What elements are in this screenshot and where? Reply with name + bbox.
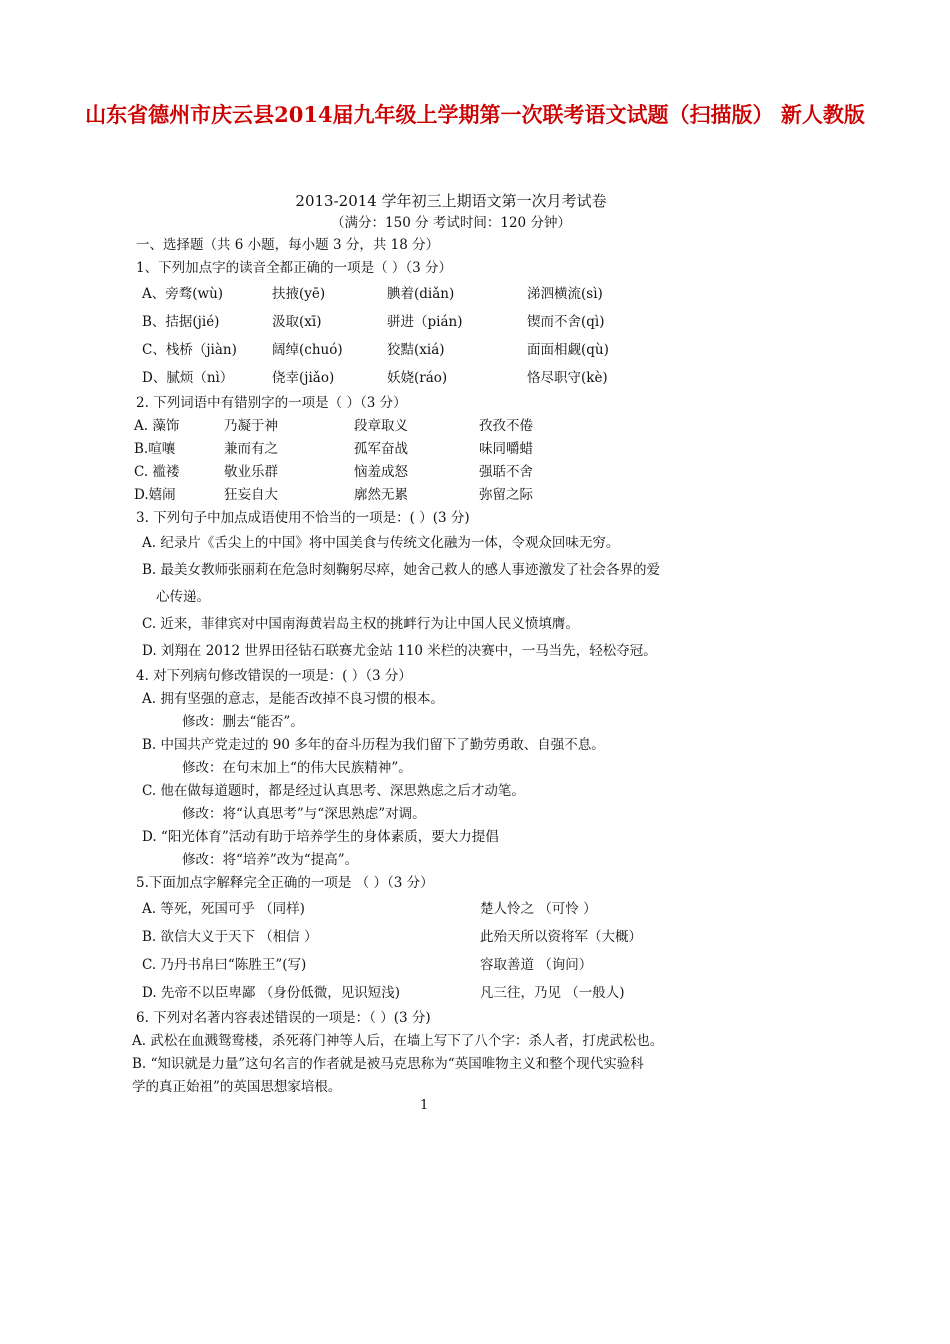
option-row [142, 951, 746, 979]
option-cell: 扶掖(yē) [272, 286, 326, 302]
option-cell: 此殆天所以资将军（大概） [480, 929, 642, 945]
question-2-stem: 2. 下列词语中有错别字的一项是（ ）（3 分） [136, 395, 407, 411]
option-row [134, 438, 746, 461]
option-row [134, 461, 746, 484]
option-cell: 味同嚼蜡 [479, 441, 533, 457]
question-6-stem: 6. 下列对名著内容表述错误的一项是：（ ）(3 分) [136, 1010, 431, 1026]
question-3-option-d: D. 刘翔在 2012 世界田径钻石联赛尤金站 110 米栏的决赛中，一马当先，轻松夺冠。 [142, 643, 657, 659]
option-cell: A. 等死，死国可乎 （同样) [142, 901, 305, 917]
question-6-option-b: B. “知识就是力量”这句名言的作者就是被马克思称为“英国唯物主义和整个现代实验科 [132, 1056, 644, 1072]
option-cell: 弥留之际 [479, 487, 533, 503]
option-cell: D、腻烦（nì） [142, 370, 234, 386]
option-cell: C. 褴褛 [134, 464, 180, 480]
option-cell: A. 藻饰 [134, 418, 180, 434]
option-cell: 阔绰(chuó) [272, 342, 343, 358]
option-cell: 狡黠(xiá) [387, 342, 445, 358]
option-cell: 腆着(diǎn) [387, 286, 455, 302]
option-cell: 涕泗横流(sì) [527, 286, 603, 302]
option-row [142, 364, 746, 392]
option-cell: 楚人怜之 （可怜 ） [480, 901, 597, 917]
question-4-option-a: A. 拥有坚强的意志，是能否改掉不良习惯的根本。 [142, 691, 444, 707]
exam-subtitle: （满分：150 分 考试时间：120 分钟） [331, 215, 571, 231]
option-cell: A、旁骛(wù) [142, 286, 224, 302]
question-4-option-b: B. 中国共产党走过的 90 多年的奋斗历程为我们留下了勤劳勇敢、自强不息。 [142, 737, 605, 753]
option-cell: 骈进（pián) [387, 314, 463, 330]
option-cell: 兼而有之 [224, 441, 278, 457]
option-cell: D. 先帝不以臣卑鄙 （身份低微，见识短浅) [142, 985, 400, 1001]
option-cell: 恼羞成怒 [354, 464, 408, 480]
option-cell: 锲而不舍(qì) [527, 314, 605, 330]
option-cell: B. 欲信大义于天下 （相信 ） [142, 929, 318, 945]
question-4-stem: 4. 对下列病句修改错误的一项是：( ）（3 分） [136, 668, 412, 684]
question-4-fix-c: 修改：将“认真思考”与“深思熟虑”对调。 [182, 806, 426, 822]
question-3-option-c: C. 近来，菲律宾对中国南海黄岩岛主权的挑衅行为让中国人民义愤填膺。 [142, 616, 579, 632]
option-cell: 恪尽职守(kè) [527, 370, 608, 386]
page-number: 1 [420, 1098, 429, 1113]
question-2-options [126, 415, 746, 507]
document-title: 山东省德州市庆云县2014届九年级上学期第一次联考语文试题（扫描版） 新人教版 [85, 102, 865, 127]
option-row [134, 415, 746, 438]
option-cell: 妖娆(ráo) [387, 370, 448, 386]
question-1-stem: 1、下列加点字的读音全都正确的一项是（ ）（3 分） [136, 260, 453, 276]
scanned-exam-page [126, 190, 746, 1099]
option-cell: 乃凝于神 [224, 418, 278, 434]
option-cell: 容取善道 （询问） [480, 957, 593, 973]
question-4-option-d: D. “阳光体育”活动有助于培养学生的身体素质，要大力提倡 [142, 829, 499, 845]
question-6-option-a: A. 武松在血溅鸳鸯楼，杀死蒋门神等人后，在墙上写下了八个字：杀人者，打虎武松也。 [132, 1033, 664, 1049]
option-row [142, 308, 746, 336]
option-row [142, 280, 746, 308]
option-cell: 敬业乐群 [224, 464, 278, 480]
question-5-stem: 5.下面加点字解释完全正确的一项是 （ ）（3 分） [136, 875, 434, 891]
option-cell: B、拮据(jié) [142, 314, 220, 330]
option-cell: C、栈桥（jiàn) [142, 342, 237, 358]
question-3-option-b-cont: 心传递。 [156, 589, 210, 605]
question-4-fix-a: 修改：删去“能否”。 [182, 714, 304, 730]
option-cell: 强聒不舍 [479, 464, 533, 480]
question-3-option-a: A. 纪录片《舌尖上的中国》将中国美食与传统文化融为一体，令观众回味无穷。 [142, 535, 620, 551]
option-cell: 段章取义 [354, 418, 408, 434]
option-cell: 侥幸(jiǎo) [272, 370, 335, 386]
question-6-option-b-cont: 学的真正始祖”的英国思想家培根。 [132, 1079, 342, 1095]
exam-title: 2013-2014 学年初三上期语文第一次月考试卷 [295, 192, 607, 210]
option-cell: C. 乃丹书帛曰“陈胜王”(写) [142, 957, 307, 973]
option-row [134, 484, 746, 507]
option-cell: 面面相觑(qù) [527, 342, 609, 358]
option-cell: 廓然无累 [354, 487, 408, 503]
option-cell: 狂妄自大 [224, 487, 278, 503]
question-4-option-c: C. 他在做每道题时，都是经过认真思考、深思熟虑之后才动笔。 [142, 783, 525, 799]
section-heading: 一、选择题（共 6 小题，每小题 3 分，共 18 分） [136, 237, 440, 253]
question-4-fix-b: 修改：在句末加上“的伟大民族精神”。 [182, 760, 412, 776]
question-1-options [126, 280, 746, 392]
option-cell: 汲取(xī) [272, 314, 322, 330]
option-row [142, 895, 746, 923]
question-5-options [126, 895, 746, 1007]
option-row [142, 979, 746, 1007]
option-cell: B.喧嚷 [134, 441, 176, 457]
option-row [142, 336, 746, 364]
option-cell: 孤军奋战 [354, 441, 408, 457]
question-3-option-b: B. 最美女教师张丽莉在危急时刻鞠躬尽瘁，她舍己救人的感人事迹激发了社会各界的爱 [142, 562, 661, 578]
option-cell: D.嬉闹 [134, 487, 176, 503]
question-4-fix-d: 修改：将“培养”改为“提高”。 [182, 852, 359, 868]
option-cell: 凡三往，乃见 （一般人) [480, 985, 625, 1001]
option-cell: 孜孜不倦 [479, 418, 533, 434]
option-row [142, 923, 746, 951]
question-3-stem: 3. 下列句子中加点成语使用不恰当的一项是：( ）(3 分) [136, 510, 470, 526]
